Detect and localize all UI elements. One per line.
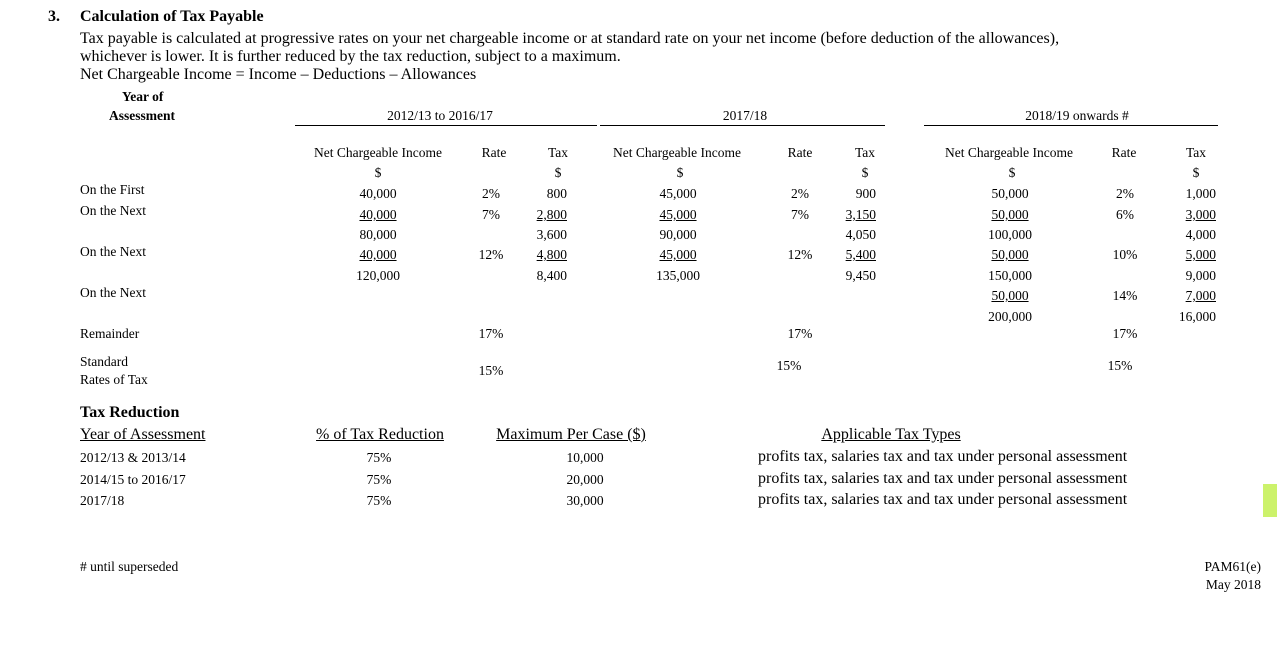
p2-tax-cell: 3,150 xyxy=(845,207,876,222)
formula-text: Net Chargeable Income = Income – Deductions – Allowances xyxy=(80,66,477,83)
p3-nci-cell: 50,000 xyxy=(991,247,1029,262)
p1-tax-currency: $ xyxy=(554,165,562,180)
p2-nci-cell: 45,000 xyxy=(659,186,697,201)
p3-rate-cell: 2% xyxy=(1116,186,1134,201)
p2-remainder-rate: 17% xyxy=(787,326,813,341)
intro-text: Tax payable is calculated at progressive rates on your net chargeable income or at standard rate on your net income (before deduction of the allowances), whichever is lower. It is further reduced by the tax reduction, subject to a maximum. xyxy=(80,30,1060,65)
p3-tax-cell: 5,000 xyxy=(1185,247,1216,262)
p2-nci-cell: 45,000 xyxy=(659,207,697,222)
row-label-next-2: On the Next xyxy=(80,244,146,259)
p3-rate-cell: 6% xyxy=(1116,207,1134,222)
p2-nci-header: Net Chargeable Income xyxy=(613,145,741,160)
p2-tax-cell: 4,050 xyxy=(845,227,876,242)
reduction-types-cell: profits tax, salaries tax and tax under personal assessment xyxy=(758,491,1128,508)
p3-nci-cell: 100,000 xyxy=(988,227,1032,242)
p3-tax-cell: 16,000 xyxy=(1178,309,1216,324)
row-label-standard: Standard xyxy=(80,354,128,369)
p2-standard-rate: 15% xyxy=(776,358,802,373)
section-title: Calculation of Tax Payable xyxy=(80,8,264,25)
reduction-pct-cell: 75% xyxy=(366,493,392,508)
p2-rate-cell: 2% xyxy=(791,186,809,201)
reduction-max-cell: 30,000 xyxy=(566,493,604,508)
footnote: # until superseded xyxy=(80,559,179,574)
intro-block xyxy=(80,30,1080,84)
p1-tax-cell: 8,400 xyxy=(536,268,567,283)
p2-tax-header: Tax xyxy=(854,145,876,160)
p1-tax-header: Tax xyxy=(547,145,569,160)
reduction-year-cell: 2017/18 xyxy=(80,493,125,508)
p3-standard-rate: 15% xyxy=(1107,358,1133,373)
assessment-label: Assessment xyxy=(109,108,175,123)
reduction-max-cell: 10,000 xyxy=(566,450,604,465)
p2-rate-cell: 12% xyxy=(787,247,813,262)
p2-nci-cell: 90,000 xyxy=(659,227,697,242)
year-of-label: Year of xyxy=(122,89,164,104)
row-label-first: On the First xyxy=(80,182,145,197)
p3-rate-header: Rate xyxy=(1111,145,1137,160)
p1-tax-cell: 4,800 xyxy=(536,247,567,262)
reduction-header-year: Year of Assessment xyxy=(80,426,206,443)
reduction-pct-cell: 75% xyxy=(366,472,392,487)
p3-remainder-rate: 17% xyxy=(1112,326,1138,341)
p3-tax-cell: 1,000 xyxy=(1185,186,1216,201)
p3-rate-cell: 14% xyxy=(1112,288,1138,303)
p3-tax-cell: 3,000 xyxy=(1185,207,1216,222)
reduction-year-cell: 2014/15 to 2016/17 xyxy=(80,472,186,487)
p3-nci-currency: $ xyxy=(1008,165,1016,180)
p3-tax-cell: 4,000 xyxy=(1185,227,1216,242)
p2-nci-cell: 45,000 xyxy=(659,247,697,262)
section-number: 3. xyxy=(48,8,60,25)
p1-nci-cell: 40,000 xyxy=(359,247,397,262)
p1-rate-header: Rate xyxy=(481,145,507,160)
tax-reduction-title: Tax Reduction xyxy=(80,404,180,421)
period-3-rule xyxy=(924,125,1218,126)
p3-nci-cell: 50,000 xyxy=(991,186,1029,201)
p1-nci-cell: 40,000 xyxy=(359,186,397,201)
p1-tax-cell: 3,600 xyxy=(536,227,567,242)
period-1-header: 2012/13 to 2016/17 xyxy=(387,108,493,123)
p3-rate-cell: 10% xyxy=(1112,247,1138,262)
p1-nci-header: Net Chargeable Income xyxy=(314,145,442,160)
p2-rate-header: Rate xyxy=(787,145,813,160)
row-label-rates-of-tax: Rates of Tax xyxy=(80,372,148,387)
p1-rate-cell: 7% xyxy=(482,207,500,222)
p2-nci-cell: 135,000 xyxy=(656,268,700,283)
row-label-next-3: On the Next xyxy=(80,285,146,300)
p2-tax-currency: $ xyxy=(861,165,869,180)
p1-tax-cell: 800 xyxy=(546,186,567,201)
row-label-next-1: On the Next xyxy=(80,203,146,218)
p3-nci-header: Net Chargeable Income xyxy=(945,145,1073,160)
period-1-rule xyxy=(295,125,597,126)
p3-tax-cell: 7,000 xyxy=(1185,288,1216,303)
p2-tax-cell: 9,450 xyxy=(845,268,876,283)
scroll-marker[interactable] xyxy=(1263,484,1277,517)
p1-rate-cell: 12% xyxy=(478,247,504,262)
p1-standard-rate: 15% xyxy=(478,363,504,378)
p3-nci-cell: 150,000 xyxy=(988,268,1032,283)
p1-nci-cell: 80,000 xyxy=(359,227,397,242)
p2-tax-cell: 900 xyxy=(855,186,876,201)
reduction-types-cell: profits tax, salaries tax and tax under personal assessment xyxy=(758,470,1128,487)
p2-tax-cell: 5,400 xyxy=(845,247,876,262)
p1-tax-cell: 2,800 xyxy=(536,207,567,222)
p3-nci-cell: 50,000 xyxy=(991,207,1029,222)
period-2-header: 2017/18 xyxy=(722,108,768,123)
p3-nci-cell: 200,000 xyxy=(988,309,1032,324)
p3-tax-currency: $ xyxy=(1192,165,1200,180)
reduction-types-cell: profits tax, salaries tax and tax under personal assessment xyxy=(758,448,1128,465)
p1-nci-currency: $ xyxy=(374,165,382,180)
p1-nci-cell: 120,000 xyxy=(356,268,400,283)
reduction-header-types: Applicable Tax Types xyxy=(821,426,961,443)
p2-nci-currency: $ xyxy=(676,165,684,180)
p3-tax-cell: 9,000 xyxy=(1185,268,1216,283)
p3-nci-cell: 50,000 xyxy=(991,288,1029,303)
p1-nci-cell: 40,000 xyxy=(359,207,397,222)
reduction-header-max: Maximum Per Case ($) xyxy=(496,426,646,443)
p1-rate-cell: 2% xyxy=(482,186,500,201)
document-date: May 2018 xyxy=(1205,577,1261,592)
period-2-rule xyxy=(600,125,885,126)
reduction-pct-cell: 75% xyxy=(366,450,392,465)
reduction-year-cell: 2012/13 & 2013/14 xyxy=(80,450,186,465)
p1-remainder-rate: 17% xyxy=(478,326,504,341)
reduction-header-pct: % of Tax Reduction xyxy=(316,426,444,443)
p2-rate-cell: 7% xyxy=(791,207,809,222)
period-3-header: 2018/19 onwards # xyxy=(1025,108,1129,123)
row-label-remainder: Remainder xyxy=(80,326,140,341)
p3-tax-header: Tax xyxy=(1185,145,1207,160)
reduction-max-cell: 20,000 xyxy=(566,472,604,487)
document-ref: PAM61(e) xyxy=(1204,559,1261,574)
